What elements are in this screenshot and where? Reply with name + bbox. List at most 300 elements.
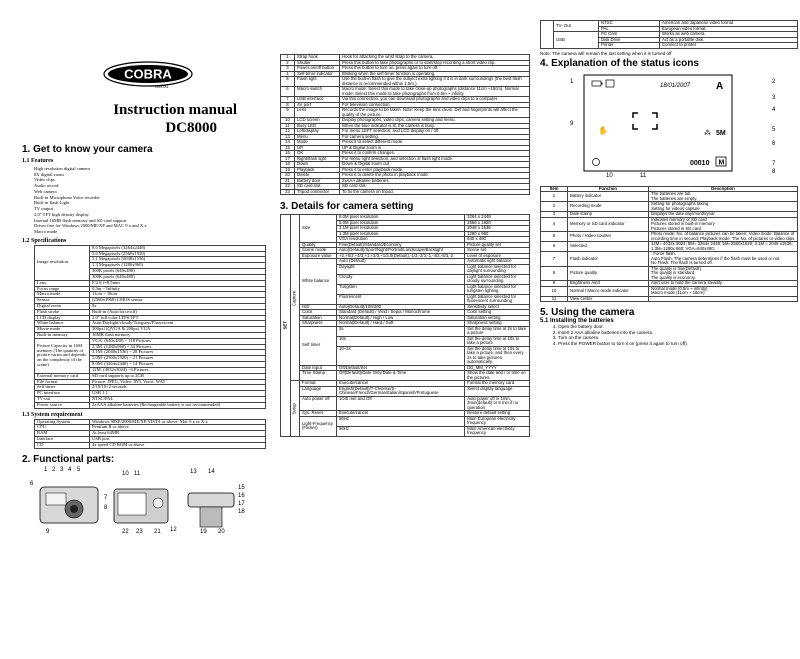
table-cell: Recording mode bbox=[568, 202, 649, 212]
table-cell: Sharpness setting bbox=[465, 321, 530, 327]
feature-item: 8X digital zoom bbox=[34, 171, 64, 177]
status-description bbox=[649, 296, 798, 302]
table-cell: Macro mode: Select this mode to take close-up photographs (distance 11cm ~18cm). Normal mode: Select this mode to take photographs from 0.5m ~ infinity bbox=[340, 87, 530, 97]
table-cell: USB interface bbox=[295, 97, 340, 103]
table-cell: 9 bbox=[281, 108, 295, 118]
table-cell: 3.1M: (2048x1536) ~ 28 Pictures bbox=[90, 350, 266, 356]
table-cell: Operating System bbox=[35, 419, 90, 425]
table-cell: Press this button to take photographs or to start/stop recording a short video clip. bbox=[340, 60, 530, 66]
features-list bbox=[34, 166, 272, 235]
status-callout: 9 bbox=[570, 120, 574, 127]
table-cell: 19 bbox=[281, 167, 295, 173]
table-cell: Set the delay time at 10s to take a picture, and then every 2s to take pictures automatically. bbox=[465, 346, 530, 365]
status-row bbox=[541, 202, 798, 212]
status-callout: 1 bbox=[570, 78, 574, 85]
quality-star-icon: ⁂ bbox=[704, 129, 711, 137]
table-cell: Strap hook bbox=[295, 55, 340, 61]
table-cell: Sys. Reset bbox=[300, 411, 337, 417]
spec-heading: 1.2 Specifications bbox=[22, 237, 67, 244]
table-cell: Flash light bbox=[295, 77, 340, 87]
part-callout: 12 bbox=[170, 526, 177, 533]
table-cell: 7 bbox=[281, 97, 295, 103]
table-cell: 13 bbox=[281, 134, 295, 140]
status-row bbox=[541, 266, 798, 281]
sec5-heading: 5. Using the camera bbox=[540, 307, 635, 318]
table-cell: UP bbox=[295, 145, 340, 151]
table-cell: Normal / Macro mode indicator bbox=[568, 286, 649, 296]
sec2-heading: 2. Functional parts: bbox=[22, 453, 115, 465]
table-cell: 8.0 Megapixels (3264x2448) bbox=[90, 245, 266, 251]
lcd-quality: A bbox=[716, 80, 724, 92]
table-cell: 50Hz bbox=[337, 416, 465, 426]
table-cell: Down & Digital zoom out bbox=[340, 162, 530, 168]
tvout-table bbox=[540, 20, 798, 49]
table-cell: Light-Frequency (Flicker) bbox=[300, 416, 337, 436]
table-cell: 15 bbox=[281, 145, 295, 151]
part-callout: 19 bbox=[200, 528, 207, 535]
table-cell: Level of exposure bbox=[465, 253, 530, 259]
status-description: The quality is fine(Default). The quality is standard. The quality is economy. bbox=[649, 266, 798, 281]
feature-item: High resolution digital camera bbox=[34, 166, 91, 171]
table-cell: Light balance selected for cloudy surrounding bbox=[465, 274, 530, 284]
table-cell: Tripod connector bbox=[295, 189, 340, 195]
status-callout: 8 bbox=[772, 168, 776, 175]
table-cell: 640 x 480 bbox=[465, 237, 530, 243]
table-cell: Time Stamp bbox=[300, 371, 337, 381]
table-cell: SET bbox=[281, 215, 291, 437]
table-cell: Fine(Default)/Standard/Economy bbox=[337, 242, 465, 248]
table-cell: 2/10/10+2 seconds bbox=[90, 385, 266, 391]
table-cell: SD card supports up to 2GB bbox=[90, 373, 266, 379]
lcd-screen-drawing bbox=[118, 493, 146, 515]
table-cell: Printer bbox=[599, 43, 660, 49]
table-cell: USB port bbox=[90, 437, 266, 443]
table-cell: 1280 x 960 bbox=[465, 231, 530, 237]
feature-item: Built-in Microphone Voice recorder bbox=[34, 194, 100, 200]
table-cell: TV- Out bbox=[554, 21, 599, 32]
table-cell: 1 bbox=[281, 55, 295, 61]
table-cell: Lens bbox=[35, 280, 90, 286]
status-description: Setting for photographs taking Setting for videos capture bbox=[649, 202, 798, 212]
status-callout: 2 bbox=[772, 78, 776, 85]
table-cell: Shutter bbox=[295, 60, 340, 66]
table-cell: OK bbox=[295, 151, 340, 157]
table-cell: 3 bbox=[281, 66, 295, 72]
table-cell: PC Cam bbox=[599, 32, 660, 38]
part-callout: 4 bbox=[68, 466, 72, 473]
table-cell: Auto (Default) bbox=[337, 259, 465, 265]
table-cell: Press this button to turn on, press again to turn off. bbox=[340, 66, 530, 72]
table-cell: PAL bbox=[599, 26, 660, 32]
table-cell: 20 bbox=[281, 173, 295, 179]
column-middle bbox=[280, 0, 530, 437]
table-cell: Brightness Alert bbox=[568, 281, 649, 287]
table-cell: Date Input bbox=[300, 365, 337, 371]
parts-table bbox=[280, 54, 530, 195]
table-cell: 2xAAA alkaline batteries. bbox=[340, 178, 530, 184]
table-cell: 1O/5 min and Off bbox=[337, 396, 465, 411]
table-cell: Set the delay time at 2s to take a picture bbox=[465, 326, 530, 336]
table-cell: CD bbox=[35, 442, 90, 448]
table-cell: 16 bbox=[281, 151, 295, 157]
table-cell: DD_MM_YYYY bbox=[465, 365, 530, 371]
table-cell: Light balance selected for tungsten lighting bbox=[465, 284, 530, 294]
setting-row bbox=[281, 326, 530, 336]
status-callout: 11 bbox=[640, 172, 647, 179]
table-cell: Act as a portable disk. bbox=[660, 37, 798, 43]
table-cell: Self-timer indicator bbox=[295, 71, 340, 77]
table-cell: Delete bbox=[295, 173, 340, 179]
table-cell: 10 bbox=[281, 118, 295, 124]
table-cell: View center bbox=[568, 296, 649, 302]
table-cell: Select display language bbox=[465, 386, 530, 396]
status-icons-diagram bbox=[540, 69, 798, 179]
part-callout: 22 bbox=[122, 528, 129, 535]
step-item: 1. Open the battery door. bbox=[558, 324, 798, 330]
part-callout: 6 bbox=[30, 480, 34, 487]
part-callout: 11 bbox=[134, 470, 141, 477]
feature-item: TV output bbox=[34, 206, 53, 212]
table-cell: File format bbox=[35, 379, 90, 385]
steady-icon: ✋ bbox=[598, 125, 608, 135]
table-cell: Connect to printer bbox=[660, 43, 798, 49]
table-cell: 300pxl (QVGA & 200px) VGA bbox=[90, 327, 266, 333]
part-row bbox=[281, 77, 530, 87]
status-description: Indicates memory or SD card Pictures stored in built-in memory Pictures stored in SD card bbox=[649, 217, 798, 232]
step-item: 2. Insert 2 AAA alkaline batteries into the camera. bbox=[558, 330, 798, 336]
table-cell: 12 bbox=[281, 129, 295, 135]
table-cell: Press it to delete the photo in playback mode. bbox=[340, 173, 530, 179]
table-cell: 4x speed CD ROM or above bbox=[90, 442, 266, 448]
table-cell: 17 bbox=[281, 156, 295, 162]
table-cell: To fix the camera on tripod. bbox=[340, 189, 530, 195]
table-cell: Sharpness bbox=[300, 321, 337, 327]
table-cell: Main American electricity frequency bbox=[465, 426, 530, 436]
table-cell: RAM bbox=[35, 431, 90, 437]
feature-item: Built-in flash Light bbox=[34, 200, 70, 206]
sec4-heading: 4. Explanation of the status icons bbox=[540, 57, 699, 69]
table-cell: For camera setting. bbox=[340, 134, 530, 140]
table-cell: 11 bbox=[281, 123, 295, 129]
table-cell: 2048 x 1536 bbox=[465, 226, 530, 232]
table-cell: 6 bbox=[281, 87, 295, 97]
settings-table bbox=[280, 214, 530, 437]
table-cell: USB 1.1 bbox=[90, 391, 266, 397]
table-cell: Size bbox=[300, 215, 337, 243]
table-cell: Light balance selected for fluorescent surrounding bbox=[465, 294, 530, 304]
table-cell: 2xAAA alkaline batteries (Rechargeable battery is not recommended) bbox=[90, 402, 266, 408]
camera-top bbox=[188, 493, 234, 507]
table-cell: 10+2s bbox=[337, 346, 465, 365]
feature-item: Macro mode bbox=[34, 229, 58, 235]
table-cell: Automatic light balance bbox=[465, 259, 530, 265]
table-cell: 14 bbox=[281, 140, 295, 146]
table-cell: Right/flash light bbox=[295, 156, 340, 162]
table-cell: CPU bbox=[35, 425, 90, 431]
table-cell: 1.3M pixel resolution bbox=[337, 231, 465, 237]
table-cell: 5 bbox=[281, 77, 295, 87]
table-cell: Normal(Default) / Hard / Soft bbox=[337, 321, 465, 327]
table-cell: Format bbox=[300, 381, 337, 387]
part-row bbox=[281, 87, 530, 97]
table-cell: 23 bbox=[281, 189, 295, 195]
table-cell: Saturation setting bbox=[465, 315, 530, 321]
setting-row bbox=[281, 371, 530, 381]
table-cell: Off(Default)/Date Only/Date & Time bbox=[337, 371, 465, 381]
table-cell: Quality bbox=[300, 242, 337, 248]
table-cell: NTSC bbox=[599, 21, 660, 27]
table-cell: Exposure value bbox=[300, 253, 337, 259]
table-cell: 3.1M pixel resolution bbox=[337, 226, 465, 232]
spec-row bbox=[35, 402, 266, 408]
table-cell: Battery door bbox=[295, 178, 340, 184]
table-cell: Sensitivity select bbox=[465, 304, 530, 310]
part-callout: 20 bbox=[218, 528, 225, 535]
table-cell: Down bbox=[295, 162, 340, 168]
table-cell: 300K pixels (640x480) bbox=[90, 269, 266, 275]
table-cell: 2560 x 1920 bbox=[465, 220, 530, 226]
status-row bbox=[541, 252, 798, 267]
table-cell: Records the image to be taken. Note: Keep the lens clean. Dirt and fingerprints will affect the quality of the picture. bbox=[340, 108, 530, 118]
table-cell: Playback bbox=[295, 167, 340, 173]
sysreq-heading: 1.3 System requirement bbox=[22, 411, 83, 418]
table-cell: Flash indicator bbox=[568, 252, 649, 267]
table-cell: Self timer bbox=[300, 326, 337, 365]
table-cell: White balance bbox=[300, 259, 337, 305]
table-cell: Pentium II or above bbox=[90, 425, 266, 431]
table-cell: 11cm ~ 18cm bbox=[90, 292, 266, 298]
table-cell: Auto(Default)/100/200 bbox=[337, 304, 465, 310]
status-row bbox=[541, 286, 798, 296]
status-callout: 3 bbox=[772, 94, 776, 101]
status-description: Photo mode: No. of balance pictures can be taken; Video mode: Balance of recording time in second; Playback mode: The No. of pictures or video clips bbox=[649, 232, 798, 242]
table-cell: 11 bbox=[541, 296, 568, 302]
table-cell: Auto power off in 1min, 3min(default) or 5 min if no operation bbox=[465, 396, 530, 411]
feature-item: Web camera bbox=[34, 188, 57, 194]
step-item: 3. Turn on the camera. bbox=[558, 335, 798, 341]
table-cell: PC interface bbox=[35, 391, 90, 397]
table-cell: 6 bbox=[541, 242, 568, 252]
cobra-logo bbox=[102, 60, 194, 90]
table-cell: Movie mode bbox=[35, 327, 90, 333]
part-callout: 1 bbox=[44, 466, 48, 473]
status-callout: 7 bbox=[772, 160, 776, 167]
table-cell: Setup bbox=[290, 381, 300, 437]
table-cell: Picture quality bbox=[568, 266, 649, 281]
functional-parts-diagram bbox=[22, 465, 272, 537]
table-cell: Picture quality set bbox=[465, 242, 530, 248]
status-description: The batteries are full. The batteries are empty. bbox=[649, 192, 798, 202]
sec1-heading: 1. Get to know your camera bbox=[22, 144, 153, 155]
part-callout: 15 bbox=[238, 484, 245, 491]
table-cell: Tungsten bbox=[337, 284, 465, 294]
status-row bbox=[541, 242, 798, 252]
status-row bbox=[541, 232, 798, 242]
table-cell: Self timer bbox=[35, 385, 90, 391]
table-cell: Macro switch bbox=[295, 87, 340, 97]
table-cell: Sensor bbox=[35, 298, 90, 304]
table-cell: Lens bbox=[295, 108, 340, 118]
table-cell: LCD display bbox=[35, 315, 90, 321]
table-cell: Standard (Default) / Vivid / Sepia / Monochrome bbox=[337, 310, 465, 316]
table-cell: Flash strobe bbox=[35, 309, 90, 315]
table-cell: English(Default)/T-Chinese/S-Chinese/French/German/Italian/Spanish/Portuguese bbox=[337, 386, 465, 396]
table-cell: When the blue indicator is lit, the camera is busy. bbox=[340, 123, 530, 129]
table-cell: 5 bbox=[541, 232, 568, 242]
table-cell: 2.0" full color LTPS TFT bbox=[90, 315, 266, 321]
table-cell: Fluorescent bbox=[337, 294, 465, 304]
spec-table bbox=[34, 245, 266, 409]
table-cell: 2 bbox=[541, 202, 568, 212]
part-callout: 7 bbox=[104, 494, 108, 501]
flash-window bbox=[46, 493, 66, 505]
table-cell: Press it to enter playback mode. bbox=[340, 167, 530, 173]
table-cell bbox=[541, 21, 554, 49]
table-cell: Disk Drive bbox=[599, 37, 660, 43]
table-cell: Macro mode bbox=[35, 292, 90, 298]
table-cell: 3.1 Megapixels (2048x1536) bbox=[90, 257, 266, 263]
table-cell: USB bbox=[554, 32, 599, 49]
table-cell: Auto(Default)/Sport/Night/Portrait/Landscape/Backlight bbox=[337, 248, 465, 254]
sec3-heading: 3. Details for camera setting bbox=[280, 201, 414, 212]
part-callout: 5 bbox=[77, 466, 81, 473]
table-cell: 0.5m ~ Infinity bbox=[90, 286, 266, 292]
table-cell: 18 bbox=[281, 162, 295, 168]
table-cell: Execute/cancel bbox=[337, 381, 465, 387]
status-description: 12M= 4032x 3024; 8M= 3264x 2448; 5M=2560x1920; 3.1M = 2048 x1536; 1.3M=1280x 960; VGA=640x480; bbox=[649, 242, 798, 252]
part-callout: 9 bbox=[46, 528, 50, 535]
table-cell: 10 bbox=[541, 286, 568, 296]
part-callout: 13 bbox=[190, 468, 197, 475]
table-cell: Power source bbox=[35, 402, 90, 408]
table-cell: SD card slot. bbox=[340, 184, 530, 190]
table-cell: Language bbox=[300, 386, 337, 396]
column-right bbox=[540, 0, 798, 346]
table-cell: AV port bbox=[295, 102, 340, 108]
setting-row bbox=[281, 416, 530, 426]
table-cell: 3264 x 2448 bbox=[465, 215, 530, 221]
table-cell: 2s bbox=[337, 326, 465, 336]
table-cell: Built-in (Auto/force/off) bbox=[90, 309, 266, 315]
table-cell: Restore default setting bbox=[465, 411, 530, 417]
table-cell: Main European electricity frequency bbox=[465, 416, 530, 426]
lcd-date: 18/01/2007 bbox=[660, 82, 691, 89]
table-cell: Format the memory card. bbox=[465, 381, 530, 387]
table-cell: Daylight bbox=[337, 264, 465, 274]
table-cell: 4 bbox=[541, 217, 568, 232]
part-callout: 16 bbox=[238, 492, 245, 499]
status-callout: 4 bbox=[772, 106, 776, 113]
part-callout: 2 bbox=[52, 466, 56, 473]
table-cell: Digital zoom bbox=[35, 303, 90, 309]
table-cell: SD card slot bbox=[295, 184, 340, 190]
table-cell: American and Japanese video format bbox=[660, 21, 798, 27]
feature-item: Audio record bbox=[34, 183, 59, 189]
lcd-counter: 00010 bbox=[690, 159, 710, 167]
part-row bbox=[281, 189, 530, 195]
features-heading: 1.1 Features bbox=[22, 158, 54, 164]
part-callout: 10 bbox=[122, 470, 129, 477]
table-cell: Selected bbox=[568, 242, 649, 252]
table-cell: For menu right selection, and selection of flash light mode. bbox=[340, 156, 530, 162]
table-cell: LCD screen bbox=[295, 118, 340, 124]
table-cell: 5.0M pixel resolution bbox=[337, 220, 465, 226]
table-cell: 4 bbox=[281, 71, 295, 77]
table-cell: 21 bbox=[281, 178, 295, 184]
table-cell: Auto/Daylight/cloudy/Tungsten/Fluorescent bbox=[90, 321, 266, 327]
model-title: DC8000 bbox=[165, 120, 217, 136]
table-cell: Press it to select different mode. bbox=[340, 140, 530, 146]
table-cell: 1.3 Megapixels (1280x960) bbox=[90, 263, 266, 269]
table-cell: Saturation bbox=[300, 315, 337, 321]
logo-text: COBRA bbox=[124, 66, 172, 82]
table-header: Function bbox=[568, 186, 649, 192]
table-cell: 8 bbox=[541, 266, 568, 281]
table-cell: European video format. bbox=[660, 26, 798, 32]
table-cell: Busy LED bbox=[295, 123, 340, 129]
table-cell: (2560x1960) CMOS sensor bbox=[90, 298, 266, 304]
part-callout: 18 bbox=[238, 508, 245, 515]
table-cell: Works as web camera. bbox=[660, 32, 798, 38]
status-description: Alert user to hold the camera steadily. bbox=[649, 281, 798, 287]
table-cell: 7 bbox=[541, 252, 568, 267]
table-cell: Auto power off bbox=[300, 396, 337, 411]
table-cell: Scene set bbox=[465, 248, 530, 254]
status-description: Normal mode (0.5m ~ infinity) Macro mode (11cm ~ 18cm) bbox=[649, 286, 798, 296]
table-cell: Off/Default/Set bbox=[337, 365, 465, 371]
part-callout: 14 bbox=[208, 468, 215, 475]
part-callout: 17 bbox=[238, 500, 245, 507]
table-cell: Power on/off button bbox=[295, 66, 340, 72]
table-cell: ISO bbox=[300, 304, 337, 310]
status-row bbox=[541, 296, 798, 302]
table-cell: Color bbox=[300, 310, 337, 316]
table-cell: Picture: JPEG, Video: AVI, Voice: WAV bbox=[90, 379, 266, 385]
table-cell: 8.0M: (3264x2448) ~ 14 Pictures bbox=[90, 362, 266, 368]
table-cell: Hook for attaching the wrist strap to the camera. bbox=[340, 55, 530, 61]
table-cell: For television connection. bbox=[340, 102, 530, 108]
table-header: Description bbox=[649, 186, 798, 192]
sysreq-row bbox=[35, 442, 266, 448]
table-cell: Press it to confirm changes. bbox=[340, 151, 530, 157]
table-cell: Battery indicator bbox=[568, 192, 649, 202]
table-cell: Menu bbox=[295, 134, 340, 140]
status-row bbox=[541, 192, 798, 202]
lcd-mode: M bbox=[718, 159, 725, 166]
table-cell: Windows 98SE/2000/ME/XP/VISTA or above. Mac 9.x or X.x bbox=[90, 419, 266, 425]
table-cell: Normal(Default) / High / Low bbox=[337, 315, 465, 321]
table-cell: Cloudy bbox=[337, 274, 465, 284]
table-cell: White balance bbox=[35, 321, 90, 327]
table-cell: +2,+5/3,+4/3,+1,+2/3,+1/3,0(Default),-1/3,-2/3,-1,-4/3,-5/3,-2 bbox=[337, 253, 465, 259]
part-callout: 3 bbox=[60, 466, 64, 473]
feature-item: Video clips bbox=[34, 177, 55, 183]
table-cell: Picture Capacity in 16M memory (The quantity of picture varies and depends on the complexity of the scene) bbox=[35, 338, 90, 373]
table-cell: Left/display bbox=[295, 129, 340, 135]
table-cell: Image resolution bbox=[35, 245, 90, 280]
table-cell: Date stamp bbox=[568, 212, 649, 218]
sec5-subheading: 5.1 Installing the batteries bbox=[540, 318, 614, 324]
table-cell: 5.0 Megapixels (2560x1920) bbox=[90, 251, 266, 257]
table-cell: Interface bbox=[35, 437, 90, 443]
table-cell: 2 bbox=[281, 60, 295, 66]
table-cell: 9 bbox=[541, 281, 568, 287]
table-cell: 3 bbox=[541, 212, 568, 218]
table-cell: 10s bbox=[337, 336, 465, 346]
table-cell: Via this connection, you can download photographs and video clips to a computer. bbox=[340, 97, 530, 103]
table-cell: UP & Digital zoom in bbox=[340, 145, 530, 151]
part-row bbox=[281, 97, 530, 103]
